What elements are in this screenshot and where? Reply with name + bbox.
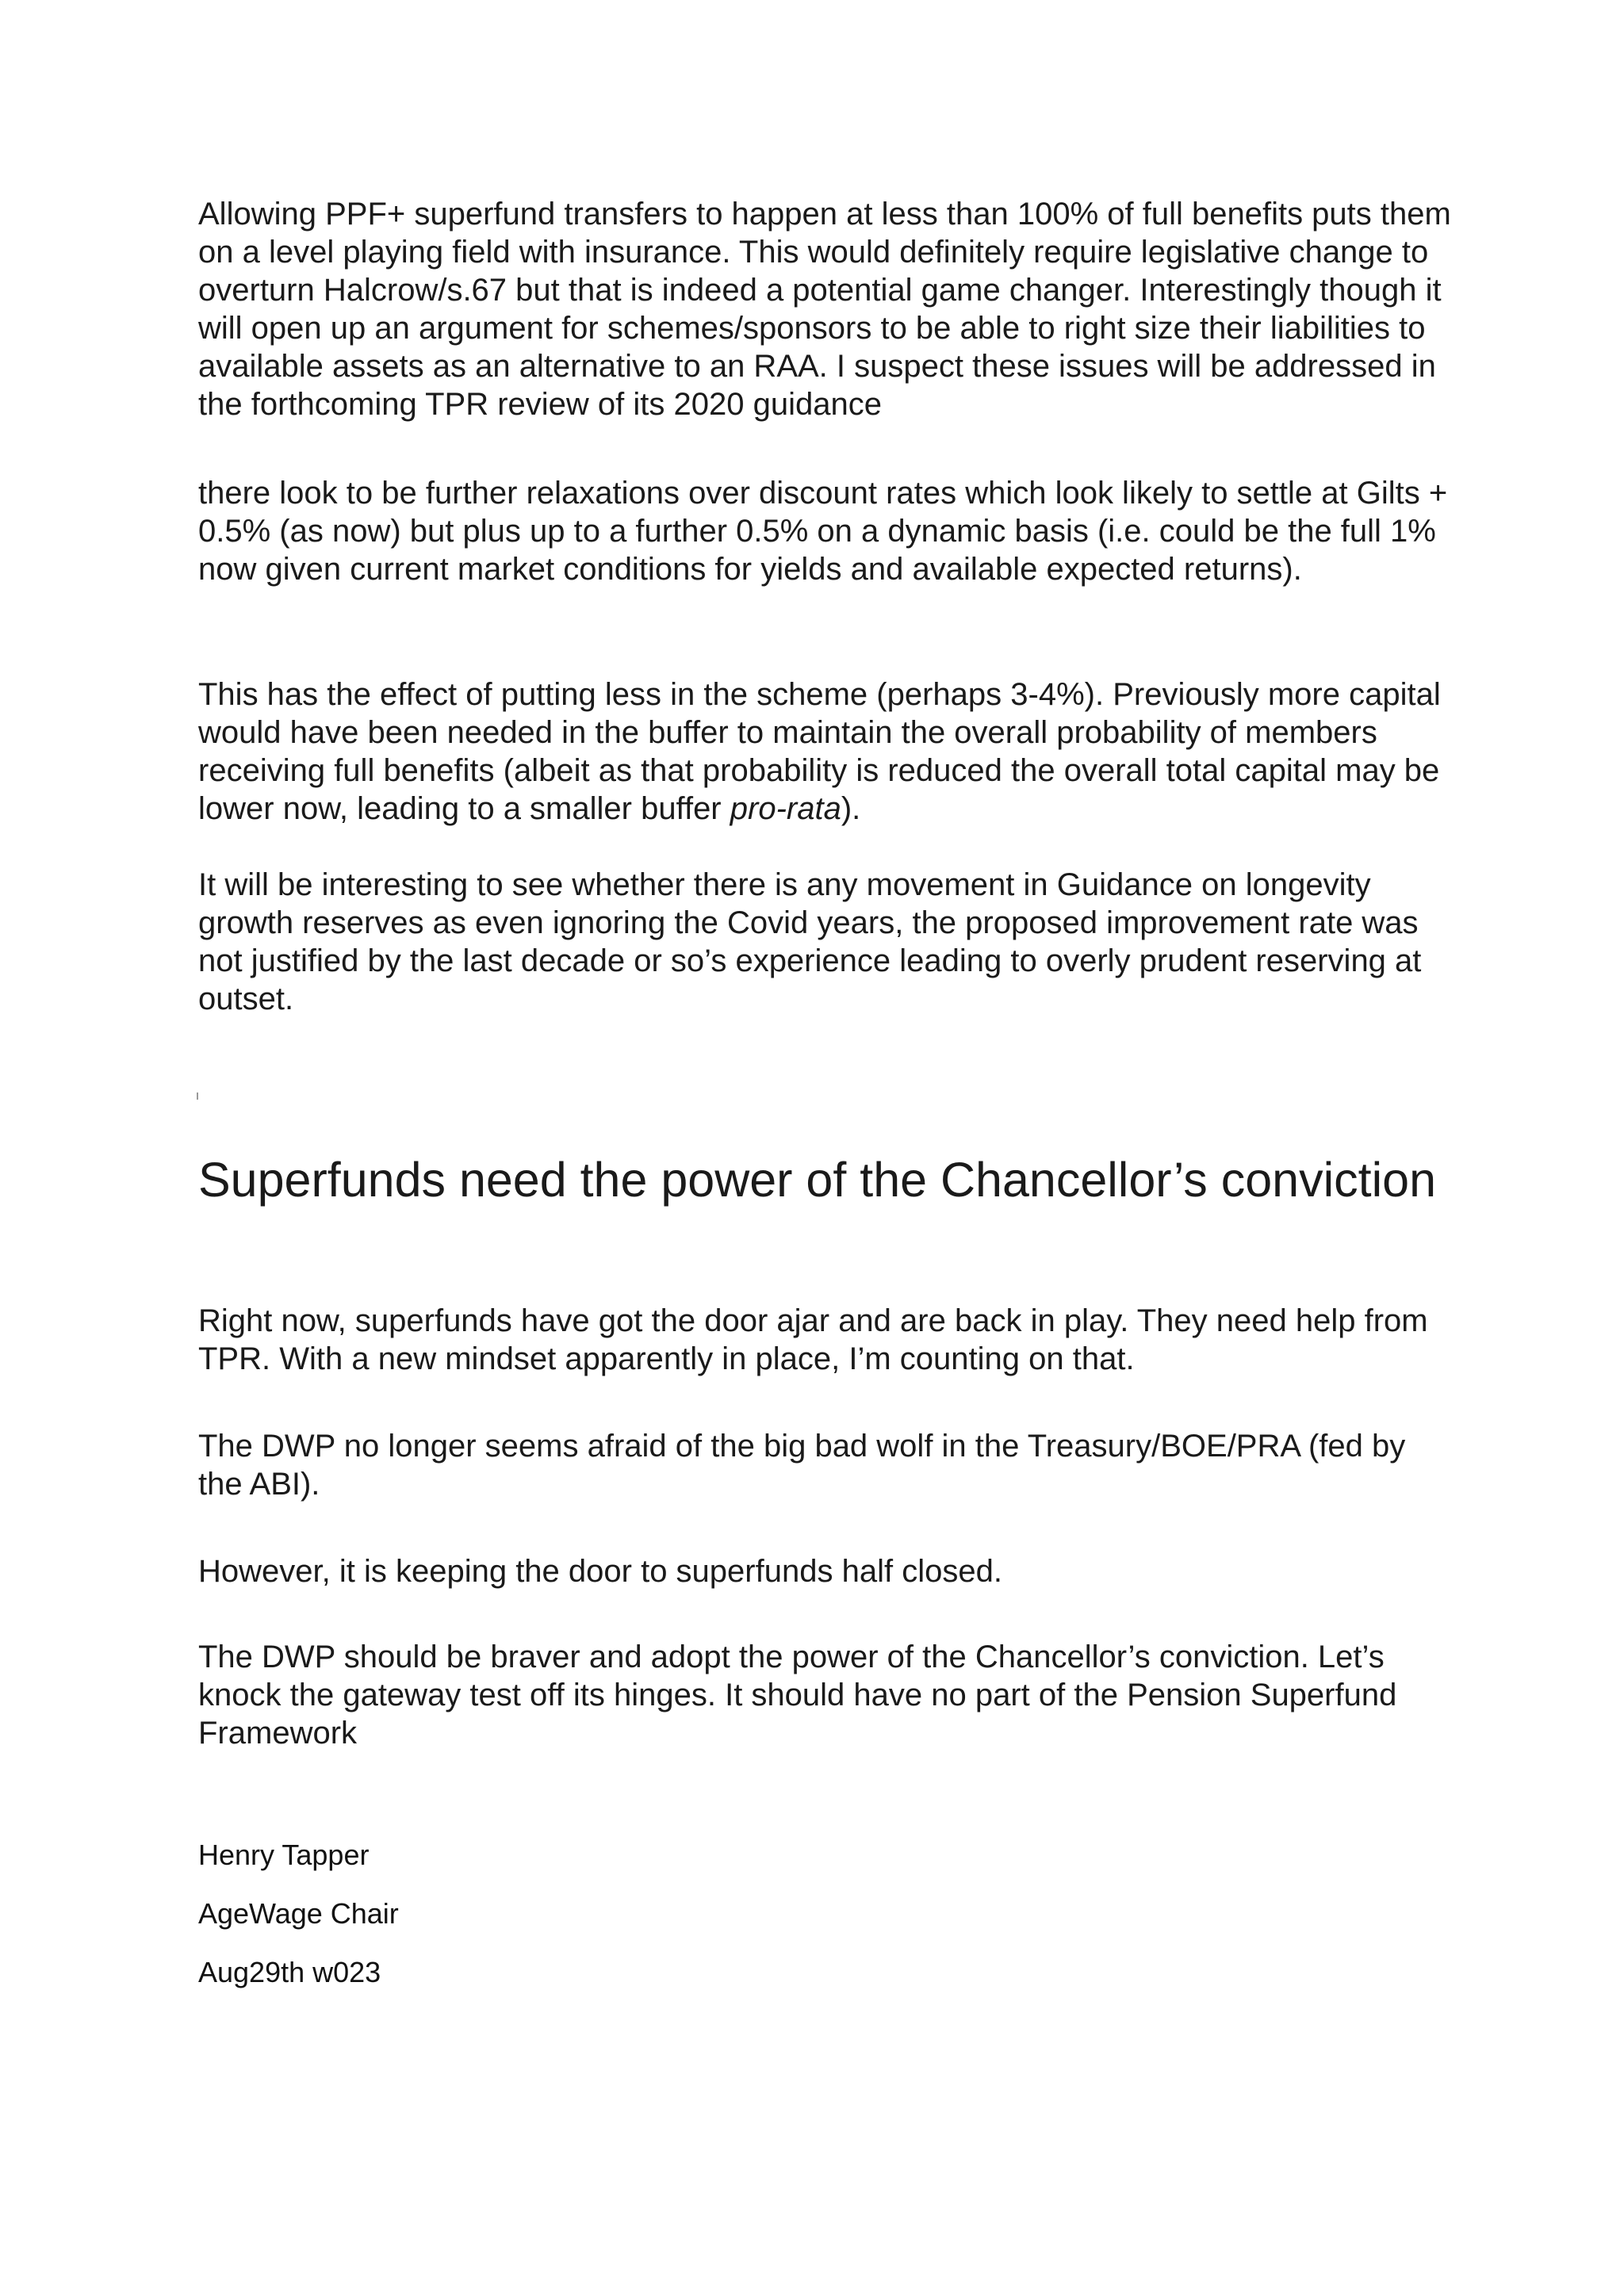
paragraph-braver: The DWP should be braver and adopt the power of the Chancellor’s conviction. Let’s knock the gateway test off its hinges. It should have no part of the Pension Superfund Framework <box>198 1640 1397 1751</box>
paragraph-ppf-transfers: Allowing PPF+ superfund transfers to happen at less than 100% of full benefits puts them on a level playing field with insurance. This would definitely require legislative change to overturn Halcrow/s.67 but that is indeed a potential game changer. Interestingly though it will open up an argument for schemes/sponsors to be able to right size their liabilities to available assets as an alternative to an RAA. I suspect these issues will be addressed in the forthcoming TPR review of its 2020 guidance <box>198 197 1451 422</box>
paragraph-door-ajar: Right now, superfunds have got the door ajar and are back in play. They need help from TPR. With a new mindset apparently in place, I’m counting on that. <box>198 1303 1428 1376</box>
paragraph-buffer-effect <box>198 675 1451 828</box>
paragraph-longevity-guidance: It will be interesting to see whether there is any movement in Guidance on longevity growth reserves as even ignoring the Covid years, the proposed improvement rate was not justified by the last decade or so’s experience leading to overly prudent reserving at outset. <box>198 867 1422 1016</box>
stray-mark <box>197 1093 198 1100</box>
paragraph-buffer-effect-end: ). <box>841 791 861 826</box>
section-heading: Superfunds need the power of the Chancellor’s conviction <box>198 1153 1437 1207</box>
paragraph-buffer-effect-text: This has the effect of putting less in the scheme (perhaps 3-4%). Previously more capital would have been needed in the buffer to maintain the overall probability of members receiving full benefits (albeit as that probability is reduced the overall total capital may be lower now, leading to a smaller buffer <box>198 677 1441 826</box>
paragraph-big-bad-wolf: The DWP no longer seems afraid of the big bad wolf in the Treasury/BOE/PRA (fed by the ABI). <box>198 1429 1406 1502</box>
paragraph-discount-rates: there look to be further relaxations over discount rates which look likely to settle at Gilts + 0.5% (as now) but plus up to a further 0.5% on a dynamic basis (i.e. could be the full 1% now given current market conditions for yields and available expected returns). <box>198 476 1448 587</box>
signature-name: Henry Tapper <box>198 1839 370 1871</box>
signature-role: AgeWage Chair <box>198 1897 399 1930</box>
signature-date: Aug29th w023 <box>198 1956 381 1988</box>
pro-rata-italic: pro-rata <box>730 791 841 826</box>
paragraph-half-closed: However, it is keeping the door to superfunds half closed. <box>198 1554 1002 1589</box>
